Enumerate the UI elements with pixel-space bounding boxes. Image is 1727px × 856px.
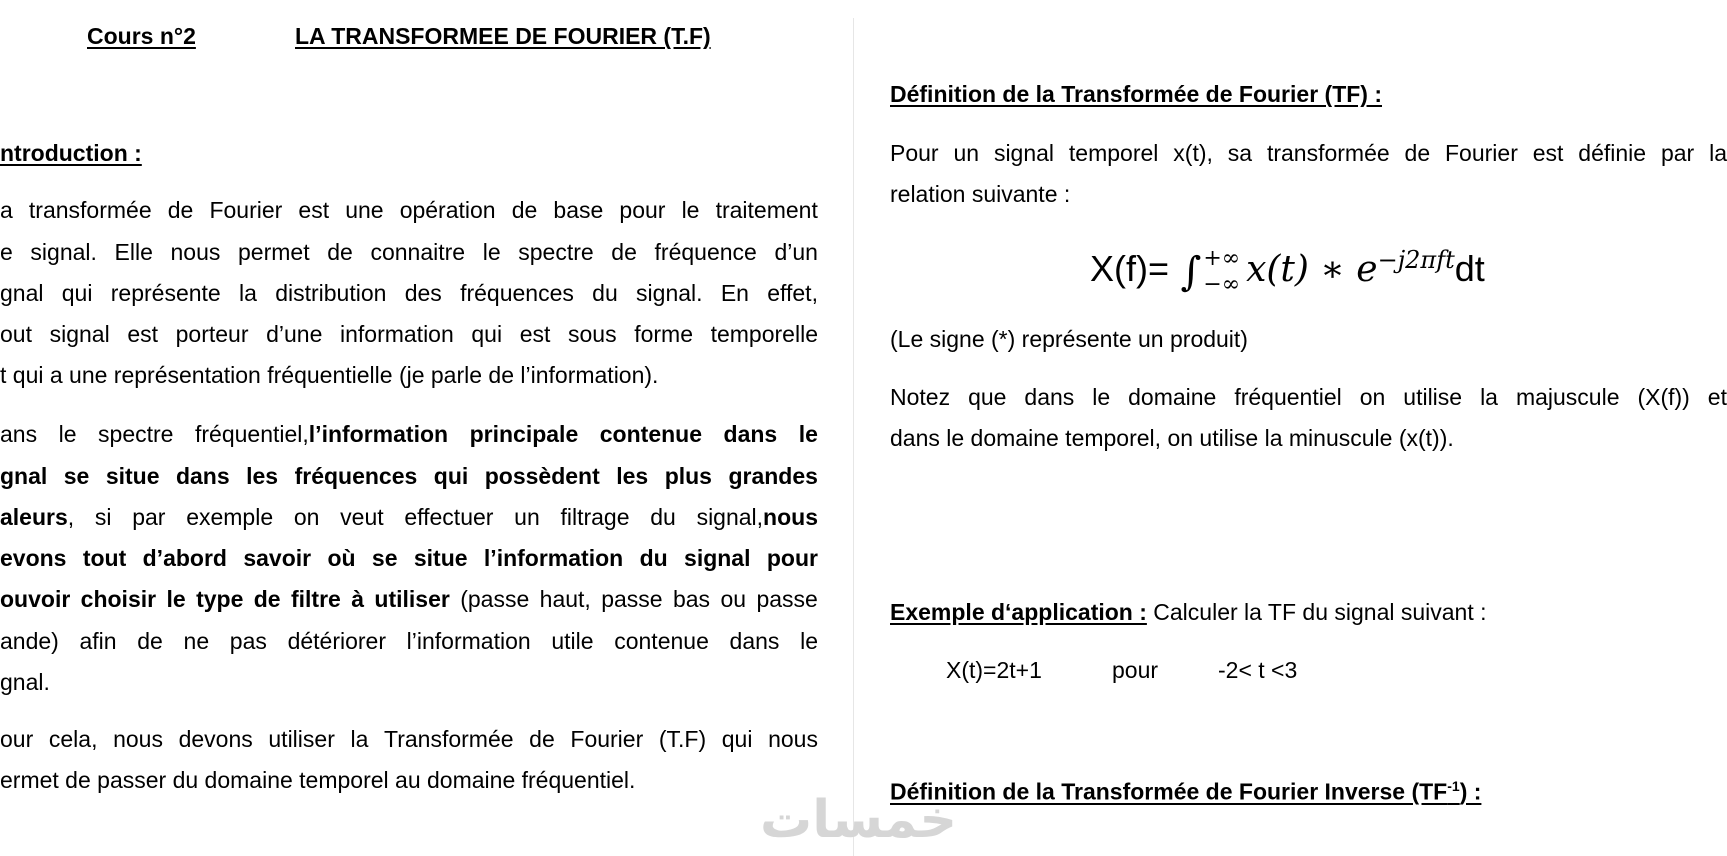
word: transformée — [28, 197, 152, 223]
word: la — [1480, 384, 1498, 410]
word: le — [58, 421, 77, 447]
word: En — [720, 280, 749, 306]
word: devons — [178, 726, 253, 752]
word: Transformée — [384, 726, 514, 752]
inverse-heading — [890, 772, 1481, 806]
word: que — [968, 384, 1007, 410]
word: qui — [433, 463, 469, 489]
word: signal — [49, 321, 110, 347]
word: gnal — [0, 463, 48, 489]
product-note: (Le signe (*) représente un produit) — [890, 326, 1248, 352]
word: qui — [721, 726, 753, 752]
word: ne — [183, 628, 210, 654]
word: ouvoir — [0, 586, 71, 612]
word: et — [1707, 384, 1727, 410]
example-line — [890, 598, 1487, 626]
word: le — [798, 421, 818, 447]
word: temporelle — [710, 321, 818, 347]
word: contenue — [614, 628, 709, 654]
word: la — [350, 726, 369, 752]
intro-paragraph-line: t qui a une représentation fréquentielle (je parle de l’information). — [0, 362, 659, 388]
word: on — [293, 504, 320, 530]
word: du — [639, 545, 668, 571]
word: d’une — [266, 321, 323, 347]
word: pour — [619, 197, 666, 223]
example-pour: pour — [1112, 657, 1159, 683]
word: signal. — [636, 280, 703, 306]
word: les — [246, 463, 279, 489]
definition-text-line — [890, 139, 1727, 167]
word: l’information — [406, 628, 531, 654]
word: evons — [0, 545, 67, 571]
word: information — [339, 321, 454, 347]
word: où — [327, 545, 356, 571]
spectrum-paragraph-line — [0, 462, 818, 490]
word: porteur — [175, 321, 249, 347]
word: Pour — [890, 140, 939, 166]
word: nous — [113, 726, 163, 752]
inverse-heading-text: Définition de la Transformée de Fourier Inverse (TF — [890, 778, 1448, 805]
word: de — [511, 197, 538, 223]
notation-note-line — [890, 383, 1727, 411]
word: aleurs, — [0, 504, 75, 530]
word: haut, — [539, 586, 591, 612]
word: choisir — [80, 586, 157, 612]
word: se — [63, 463, 90, 489]
word: du — [650, 504, 676, 530]
word: ande) — [0, 628, 59, 654]
word: une — [345, 197, 384, 223]
word: exemple — [186, 504, 274, 530]
spectrum-paragraph-line — [0, 420, 818, 448]
word: représente — [110, 280, 221, 306]
word: afin — [79, 628, 117, 654]
word: spectre — [98, 421, 174, 447]
word: détériorer — [287, 628, 386, 654]
word: gnal — [0, 280, 44, 306]
word: sous — [567, 321, 617, 347]
word: out — [0, 321, 32, 347]
course-number: Cours n°2 — [87, 23, 196, 49]
word: fréquence — [654, 239, 757, 265]
word: dans — [729, 628, 780, 654]
word: Fourier — [1445, 140, 1518, 166]
word: situe — [413, 545, 468, 571]
intro-paragraph-line — [0, 320, 818, 348]
word: par — [1660, 140, 1695, 166]
word: fréquentiel — [1234, 384, 1342, 410]
word: est — [1532, 140, 1564, 166]
word: domaine — [1128, 384, 1217, 410]
word: grandes — [728, 463, 818, 489]
watermark: خمسات — [760, 790, 958, 850]
spectrum-paragraph-line — [0, 627, 818, 655]
word: dans — [723, 421, 778, 447]
intro-paragraph-line — [0, 196, 818, 224]
word: type — [196, 586, 244, 612]
word: le — [800, 628, 818, 654]
spectrum-paragraph-line — [0, 585, 818, 613]
word: x(t), — [1173, 140, 1213, 166]
spectrum-paragraph-line — [0, 544, 818, 572]
word: passe — [756, 586, 818, 612]
definition-heading: Définition de la Transformée de Fourier (TF) : — [890, 81, 1382, 107]
example-label: Exemple d‘application : — [890, 599, 1147, 625]
word: on — [1359, 384, 1386, 410]
word: (T.F) — [658, 726, 707, 752]
word: l’information — [483, 545, 624, 571]
word: de — [529, 726, 555, 752]
word: signal,nous — [696, 504, 818, 530]
upper-limit: +∞ — [1203, 246, 1241, 271]
word: majuscule — [1515, 384, 1620, 410]
word: fréquences — [460, 280, 574, 306]
spectrum-paragraph-line — [0, 503, 818, 531]
word: fréquentiel,l’information — [194, 421, 449, 447]
word: filtre — [290, 586, 341, 612]
word: un — [514, 504, 540, 530]
inverse-superscript: -1 — [1447, 778, 1460, 794]
word: possèdent — [484, 463, 600, 489]
intro-paragraph-line — [0, 238, 818, 266]
word: dans — [1024, 384, 1075, 410]
word: permet — [238, 239, 310, 265]
word: passe — [601, 586, 663, 612]
word: ans — [0, 421, 38, 447]
formula-body: x(t) ∗ e — [1246, 249, 1378, 290]
word: sa — [1227, 140, 1253, 166]
word: de — [167, 197, 194, 223]
page-title: LA TRANSFORMEE DE FOURIER (T.F) — [295, 23, 711, 49]
word: par — [132, 504, 166, 530]
word: forme — [634, 321, 693, 347]
example-range: -2< t <3 — [1218, 657, 1298, 683]
formula-lhs: X(f)= — [1090, 248, 1170, 289]
word: de — [327, 239, 353, 265]
word: situe — [105, 463, 160, 489]
word: est — [127, 321, 158, 347]
word: définie — [1578, 140, 1647, 166]
word: utilise — [1403, 384, 1463, 410]
conclusion-paragraph-line — [0, 725, 818, 753]
word: Fourier — [570, 726, 644, 752]
word: traitement — [715, 197, 818, 223]
word: opération — [399, 197, 496, 223]
word: est — [519, 321, 551, 347]
word: transformée — [1266, 140, 1390, 166]
word: du — [592, 280, 618, 306]
word: pour — [766, 545, 818, 571]
word: le — [681, 197, 700, 223]
word: si — [94, 504, 112, 530]
word: contenue — [599, 421, 702, 447]
example-signal: X(t)=2t+1 — [946, 657, 1042, 683]
word: de — [1404, 140, 1431, 166]
word: (X(f)) — [1637, 384, 1690, 410]
word: principale — [469, 421, 579, 447]
integral-limits — [1203, 246, 1240, 298]
word: la — [1709, 140, 1727, 166]
word: d’un — [774, 239, 818, 265]
word: se — [371, 545, 398, 571]
word: tout — [82, 545, 127, 571]
spectrum-paragraph-line: gnal. — [0, 669, 50, 695]
word: e — [0, 239, 13, 265]
word: qui — [61, 280, 93, 306]
word: connaitre — [370, 239, 466, 265]
word: nous — [170, 239, 221, 265]
word: pas — [229, 628, 267, 654]
conclusion-paragraph-line: ermet de passer du domaine temporel au domaine fréquentiel. — [0, 767, 636, 793]
example-text: Calculer la TF du signal suivant : — [1146, 599, 1487, 625]
word: les — [616, 463, 649, 489]
word: Elle — [114, 239, 153, 265]
word: signal — [684, 545, 751, 571]
word: le — [166, 586, 186, 612]
word: bas — [672, 586, 711, 612]
intro-heading: ntroduction : — [0, 140, 142, 166]
notation-note-line: dans le domaine temporel, on utilise la minuscule (x(t)). — [890, 425, 1454, 451]
word: utiliser — [268, 726, 335, 752]
word: dans — [175, 463, 230, 489]
word: filtrage — [560, 504, 630, 530]
word: effectuer — [404, 504, 494, 530]
lower-limit: −∞ — [1203, 272, 1241, 297]
word: a — [0, 197, 13, 223]
word: utile — [551, 628, 594, 654]
word: our — [0, 726, 34, 752]
word: (passe — [460, 586, 530, 612]
word: la — [239, 280, 257, 306]
word: est — [298, 197, 330, 223]
word: plus — [664, 463, 712, 489]
intro-paragraph-line — [0, 279, 818, 307]
word: spectre — [518, 239, 594, 265]
word: de — [137, 628, 163, 654]
integral-sign: ∫ — [1180, 249, 1202, 295]
formula-exponent: −j2πft — [1377, 246, 1455, 274]
word: ou — [720, 586, 747, 612]
word: des — [404, 280, 442, 306]
word: nous — [768, 726, 818, 752]
word: à — [351, 586, 365, 612]
word: qui — [471, 321, 503, 347]
word: le — [482, 239, 501, 265]
word: cela, — [48, 726, 98, 752]
definition-text-line: relation suivante : — [890, 181, 1071, 207]
page-divider — [853, 18, 854, 856]
formula-dt: dt — [1454, 248, 1485, 289]
word: le — [1092, 384, 1111, 410]
word: base — [553, 197, 604, 223]
word: signal. — [30, 239, 97, 265]
word: signal — [993, 140, 1055, 166]
word: Fourier — [209, 197, 283, 223]
word: fréquences — [294, 463, 418, 489]
word: Notez — [890, 384, 951, 410]
word: veut — [340, 504, 384, 530]
word: effet, — [767, 280, 818, 306]
word: distribution — [275, 280, 387, 306]
word: d’abord — [142, 545, 227, 571]
fourier-formula — [1090, 238, 1485, 298]
inverse-heading-tail: ) : — [1459, 778, 1482, 805]
word: utiliser — [374, 586, 450, 612]
word: un — [953, 140, 980, 166]
word: de — [253, 586, 281, 612]
word: savoir — [243, 545, 312, 571]
word: de — [611, 239, 637, 265]
word: temporel — [1068, 140, 1159, 166]
